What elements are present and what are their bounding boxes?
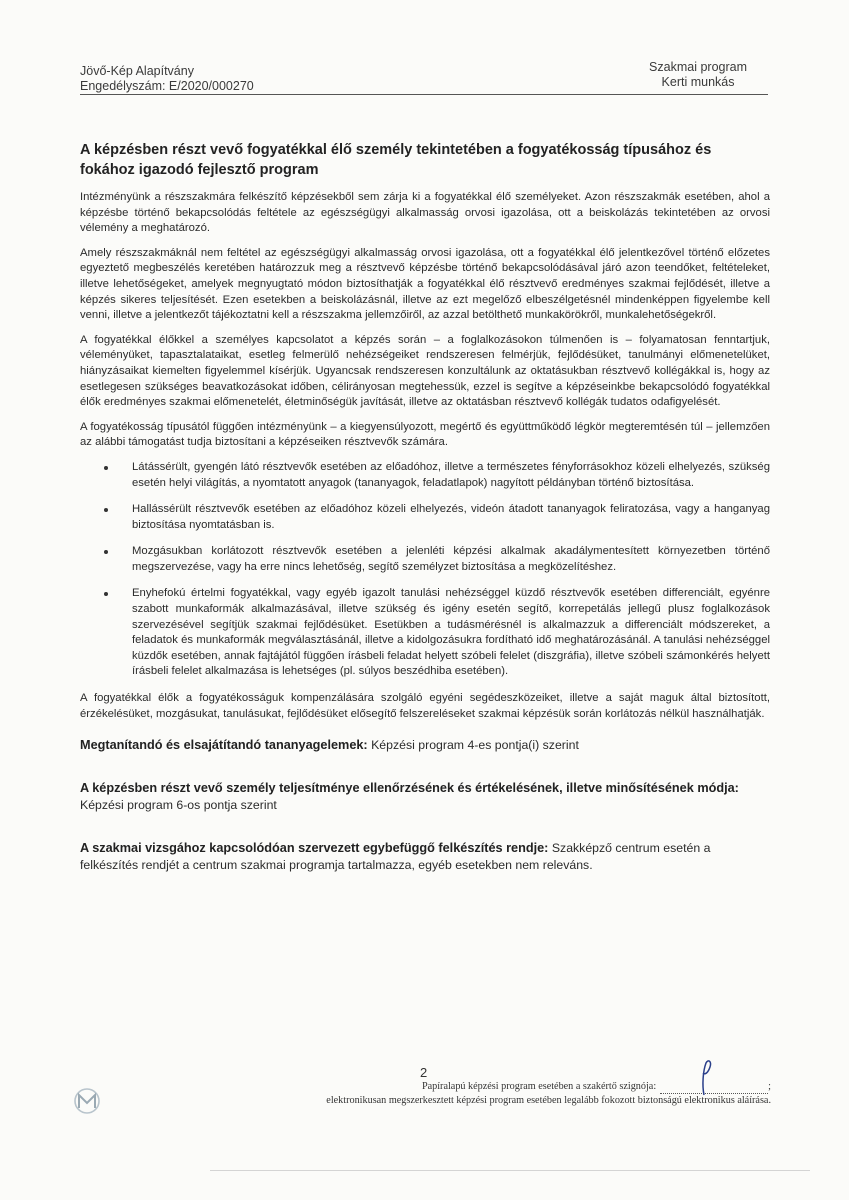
list-item [80,460,770,491]
list-item-text: Mozgásukban korlátozott résztvevők esetében a jelenléti képzési alkalmak akadálymentesített környezetben történő megszervezése, vagy ha erre nincs lehetőség, segítő személyzet biztosítása a megközelítéshez. [132,545,770,573]
paragraph-2: Amely részszakmáknál nem feltétel az egészségügyi alkalmasság orvosi igazolása, ott a fogyatékkal élő jelentkezővel történő előzetes egyeztető megbeszélés keretében határozzuk meg a résztvevő képzésbe történő bekapcsolódásával járó azon teendőket, feltételeket, illetve lehetőségeket, amelyek megnyugtató módon biztosíthatják a fogyatékkal élő résztvevő eredményes szakmai fejlődését, illetve a képzés sikeres teljesítését. Ezen esetekben a beiskolázásnál, illetve az ezt megelőző elbeszélgetésnél mindenképpen figyelembe kell venni, illetve a jelentkezőt tájékoztatni kell a részszakma jellemzőiről, az azzal betölthető munkakörökről, munkalehetőségekről. [80,246,770,322]
signature-mark-icon [690,1057,720,1097]
section-label: A szakmai vizsgához kapcsolódóan szervezett egybefüggő felkészítés rendje: [80,841,549,856]
organization-name: Jövő-Kép Alapítvány [80,64,194,78]
curriculum-section [80,737,770,754]
e-signature-text: elektronikusan megszerkesztett képzési program esetében legalább fokozott biztonságú elektronikus aláírása. [326,1095,771,1106]
footer-divider [210,1170,810,1171]
evaluation-section [80,780,770,814]
list-item-text: Látássérült, gyengén látó résztvevők esetében az előadóhoz, illetve a természetes fényforrásokhoz közeli elhelyezés, szükség esetén helyi világítás, a nyomtatott anyagok (tananyagok, feladatlapok) nagyított példányban történő biztosítása. [132,460,770,489]
bullet-icon [104,550,108,554]
header-left [80,64,254,94]
signature-line-text: Papíralapú képzési program esetében a szakértő szignója: [421,1081,657,1092]
main-content [80,140,770,874]
license-number: Engedélyszám: E/2020/000270 [80,79,254,93]
section-title: A képzésben részt vevő fogyatékkal élő személy tekintetében a fogyatékosság típusához és fokához igazodó fejlesztő program [80,142,712,178]
logo-icon [70,1086,104,1121]
paragraph-4: A fogyatékosság típusától függően intézményünk – a kiegyensúlyozott, megértő és együttműködő légkör megteremtésén túl – jellemzően az alábbi támogatást tudja biztosítani a képzéseiken résztvevők számára. [80,420,770,449]
list-item [80,502,770,533]
closing-paragraph: A fogyatékkal élők a fogyatékosságuk kompenzálására szolgáló egyéni segédeszközeiket, illetve a saját maguk által biztosított, érzékelésüket, mozgásukat, tanulásukat, fejlődésüket elősegítő felszereléseket szakmai képzésük során korlátozás nélkül használhatják. [80,692,770,720]
section-text: Képzési program 4-es pontja(i) szerint [371,738,579,753]
bullet-icon [104,466,108,470]
bullet-icon [104,508,108,512]
program-name: Kerti munkás [661,75,735,89]
section-text: Képzési program 6-os pontja szerint [80,798,277,813]
section-label: A képzésben részt vevő személy teljesítménye ellenőrzésének és értékelésének, illetve minősítésének módja: [80,781,739,796]
list-item-text: Hallássérült résztvevők esetében az előadóhoz közeli elhelyezés, videón átadott tananyagok feliratozása, vagy a hanganyag biztosítása nyomtatásban is. [132,503,770,531]
section-text: Szakképző centrum esetén a felkészítés rendjét a centrum szakmai programja tartalmazza, egyéb esetekben nem releváns. [80,841,711,873]
bullet-icon [104,592,108,596]
list-item-text: Enyhefokú értelmi fogyatékkal, vagy egyéb igazolt tanulási nehézséggel küzdő résztvevők esetében differenciált, egyénre szabott munkaformák alkalmazásával, illetve szükség és igény esetén segítő, korrepetálás jellegű plusz foglalkozások szervezésével segítjük szakmai fejlődésüket. Esetükben a tudásmérésnél is alkalmazzuk a differenciált módszereket, a feladatok és munkaformák megválasztásánál, illetve a kidolgozásukra fordítható idő meghatározásánál. A tanulási nehézséggel küzdők esetében, annak fajtájától függően írásbeli feladat helyett szóbeli felelet (diszgráfia), illetve szóbeli számonkérés helyett írásbeli felelet alkalmazása is lehetséges (pl. súlyos beszédhiba esetében). [132,587,770,678]
header-right [649,60,747,90]
exam-preparation-section [80,840,770,874]
header-divider [80,94,768,95]
list-item [80,586,770,680]
program-type: Szakmai program [649,60,747,74]
paragraph-1: Intézményünk a részszakmára felkészítő képzésekből sem zárja ki a fogyatékkal élő személyeket. Azon részszakmák esetében, ahol a képzésbe történő bekapcsolódás feltétele az egészségügyi alkalmasság orvosi igazolása, ott a beiskolázás tekintetében az orvosi vélemény a meghatározó. [80,191,770,235]
list-item [80,544,770,575]
support-list [80,460,770,680]
paragraph-3: A fogyatékkal élőkkel a személyes kapcsolatot a képzés során – a foglalkozásokon túlmenően is – folyamatosan fenntartjuk, véleményüket, tapasztalataikat, esetleg felmerülő nehézségeiket rendszeresen felmérjük, fejlődésüket, tanulmányi előmenetelüket, hiányzásaikat kiemelten figyelemmel kísérjük. Ugyancsak rendszeresen konzultálunk az oktatásukban résztvevő kollégákkal is, hogy az esetlegesen szükséges beavatkozásokat időben, célirányosan megtehessük, ezzel is segítve a képzéseinkbe bekapcsolódó fogyatékkal élők eredményes szakmai előmenetelét, életminőségük javítását, illetve az oktatásban résztvevő kollégák tudatos odafigyelését. [80,333,770,409]
signature-block: Papíralapú képzési program esetében a szakértő szignója: ; elektronikusan megszerkesztett képzési program esetében legalább fokozott biztonságú elektronikus aláírása. [326,1080,771,1108]
section-label: Megtanítandó és elsajátítandó tananyagelemek: [80,738,368,753]
signature-field [660,1083,768,1094]
page-number: 2 [420,1065,428,1080]
